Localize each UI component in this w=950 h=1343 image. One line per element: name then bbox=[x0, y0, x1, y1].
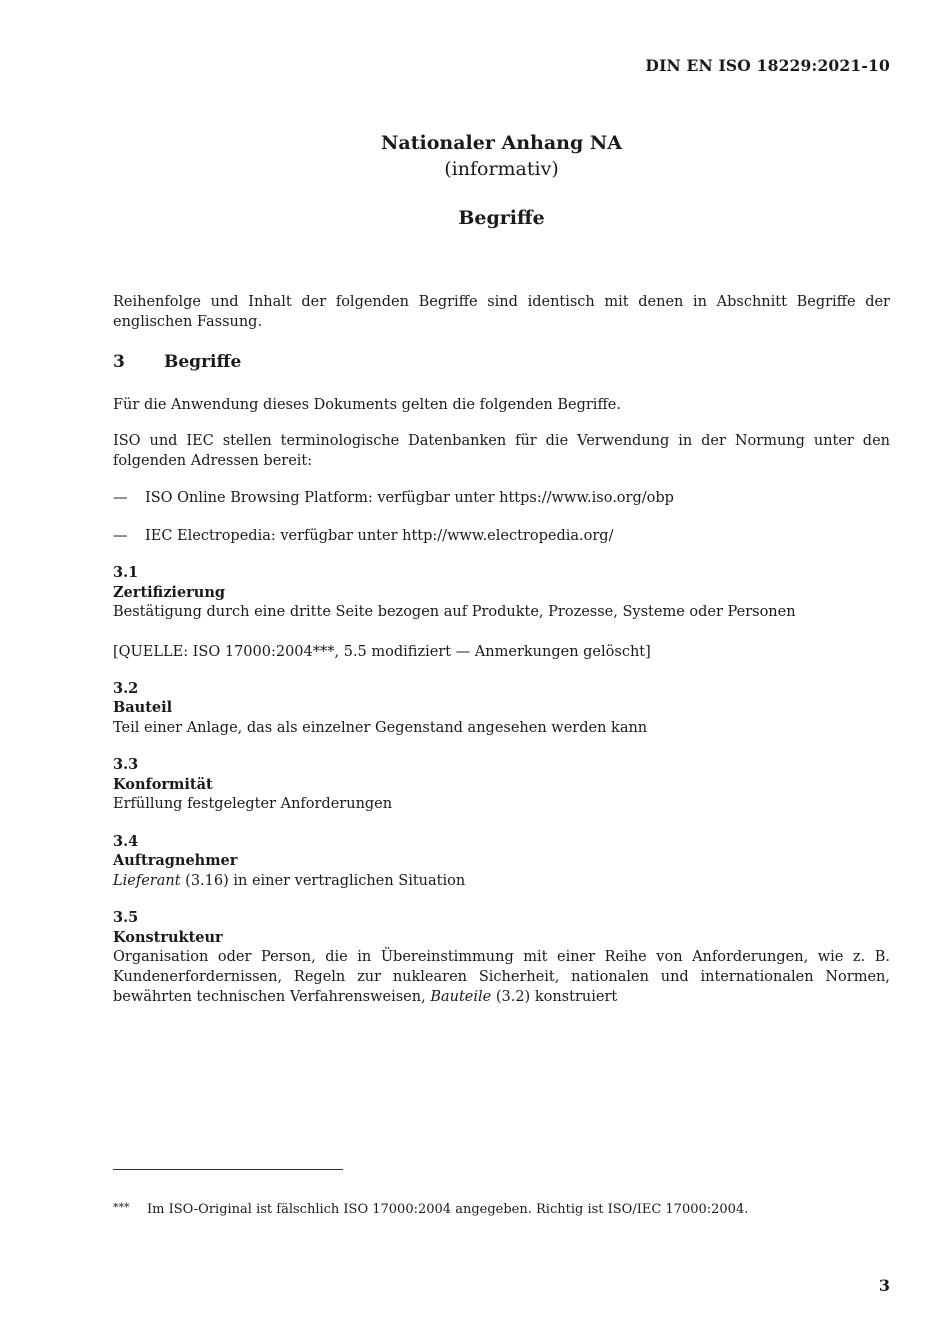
term-number: 3.3 bbox=[113, 756, 139, 773]
term-number: 3.5 bbox=[113, 909, 139, 926]
section-paragraph-2: ISO und IEC stellen terminologische Datenbanken für die Verwendung in der Normung unter den folgenden Adressen bereit: bbox=[113, 433, 890, 469]
term-reference-italic: Bauteile bbox=[430, 989, 492, 1005]
section-title: Begriffe bbox=[164, 352, 242, 372]
term-definition: Erfüllung festgelegter Anforderungen bbox=[113, 796, 393, 812]
section-number: 3 bbox=[113, 352, 125, 372]
term-definition-part2: (3.2) konstruiert bbox=[491, 989, 618, 1005]
annex-heading: Begriffe bbox=[458, 207, 545, 229]
term-definition: Bestätigung durch eine dritte Seite bezogen auf Produkte, Prozesse, Systeme oder Personen bbox=[113, 604, 796, 620]
intro-paragraph: Reihenfolge und Inhalt der folgenden Begriffe sind identisch mit denen in Abschnitt Begriffe der englischen Fassung. bbox=[113, 294, 890, 330]
bullet-iec-electropedia: IEC Electropedia: verfügbar unter http://www.electropedia.org/ bbox=[145, 528, 614, 544]
bullet-dash: — bbox=[113, 490, 128, 506]
term-definition bbox=[113, 947, 890, 1007]
term-definition: Teil einer Anlage, das als einzelner Gegenstand angesehen werden kann bbox=[113, 720, 648, 736]
term-source: [QUELLE: ISO 17000:2004***, 5.5 modifiziert — Anmerkungen gelöscht] bbox=[113, 644, 651, 660]
term-number: 3.4 bbox=[113, 833, 139, 850]
bullet-dash: — bbox=[113, 528, 128, 544]
term-definition-rest: (3.16) in einer vertraglichen Situation bbox=[180, 873, 466, 889]
footnote-mark: *** bbox=[113, 1201, 130, 1214]
term-name: Zertifizierung bbox=[113, 584, 226, 601]
term-number: 3.1 bbox=[113, 564, 139, 581]
annex-title: Nationaler Anhang NA bbox=[381, 132, 622, 154]
term-name: Konstrukteur bbox=[113, 929, 223, 946]
document-number: DIN EN ISO 18229:2021-10 bbox=[645, 56, 890, 75]
section-paragraph-1: Für die Anwendung dieses Dokuments gelten die folgenden Begriffe. bbox=[113, 397, 621, 413]
annex-subtitle: (informativ) bbox=[444, 158, 559, 180]
term-number: 3.2 bbox=[113, 680, 139, 697]
term-definition bbox=[113, 871, 890, 891]
term-reference-italic: Lieferant bbox=[113, 873, 181, 889]
term-name: Konformität bbox=[113, 776, 213, 793]
term-definition-part1: Organisation oder Person, die in Übereinstimmung mit einer Reihe von Anforderungen, wie z. B. Kundenerfordernissen, Regeln zur nuklearen Sicherheit, nationalen und internationalen Normen, bewährten technischen Verfahrensweisen, bbox=[113, 949, 890, 1005]
term-name: Bauteil bbox=[113, 699, 173, 716]
bullet-iso-obp: ISO Online Browsing Platform: verfügbar unter https://www.iso.org/obp bbox=[145, 490, 674, 506]
footnote-separator bbox=[113, 1169, 343, 1170]
term-name: Auftragnehmer bbox=[113, 852, 238, 869]
footnote-text: Im ISO-Original ist fälschlich ISO 17000:2004 angegeben. Richtig ist ISO/IEC 17000:2004. bbox=[147, 1202, 749, 1217]
page-number: 3 bbox=[878, 1276, 890, 1295]
